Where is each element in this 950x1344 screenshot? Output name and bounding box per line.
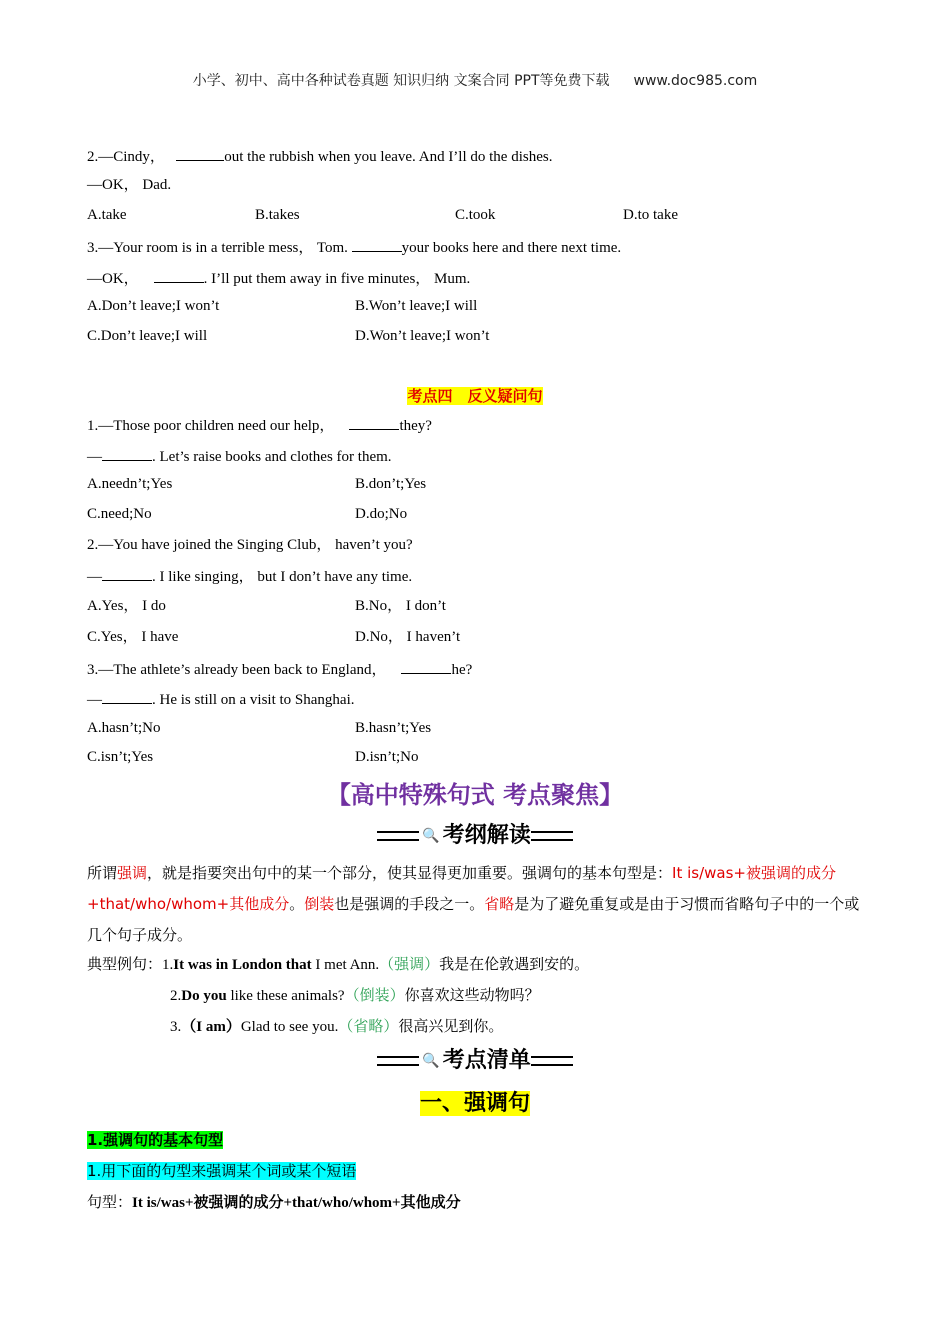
tag-question-2-reply: — . I like singing， but I don’t have any time. [87,566,412,586]
answer-blank [154,268,204,283]
option-d: D.to take [623,207,678,223]
divider-line [377,1056,419,1066]
option-c: C.Don’t leave;I will [87,328,208,344]
header-text: 小学、初中、高中各种试卷真题 知识归纳 文案合同 PPT等免费下载 [192,73,610,89]
option-a: A.needn’t;Yes [87,476,173,492]
option-c: C.Yes， I have [87,629,179,645]
option-d: D.No， I haven’t [355,629,461,645]
question-3-reply: —OK， . I’ll put them away in five minutes， Mum. [87,268,470,288]
option-a: A.hasn’t;No [87,720,161,736]
outline-heading: 🔍 考纲解读 [0,818,950,849]
topic-title: 【高中特殊句式 考点聚焦】 [326,781,624,809]
divider-line [531,831,573,841]
divider-line [377,831,419,841]
option-d: D.Won’t leave;I won’t [355,328,490,344]
option-b: B.takes [255,207,300,223]
option-c: C.isn’t;Yes [87,749,154,765]
example-3: 3.（I am）Glad to see you.（省略）很高兴见到你。 [170,1017,504,1035]
answer-blank [102,689,152,704]
tag-question-2: 2.—You have joined the Singing Club， haven’t you? [87,537,413,553]
magnifier-icon: 🔍 [422,1053,440,1069]
section-title: 一、强调句 [419,1091,530,1116]
answer-blank [102,446,152,461]
option-c: C.took [455,207,496,223]
tag-question-3-reply: — . He is still on a visit to Shanghai. [87,689,355,709]
option-a: A.Don’t leave;I won’t [87,298,220,314]
outline-paragraph: 所谓强调，就是指要突出句中的某一个部分，使其显得更加重要。强调句的基本句型是：It is/was+被强调的成分+that/who/whom+其他成分。倒装也是强调的手段之一。省略是为了避免重复或是由于习惯而省略句子中的一个或几个句子成分。 [87,864,860,944]
answer-blank [176,146,224,161]
example-1: 典型例句：1.It was in London that I met Ann.（强调）我是在伦敦遇到安的。 [87,955,590,973]
tag-question-1-reply: — . Let’s raise books and clothes for them. [87,446,392,466]
subheading-1: 1.强调句的基本句型 [87,1131,224,1149]
header-url[interactable]: www.doc985.com [633,73,758,89]
pattern-line: 句型：It is/was+被强调的成分+that/who/whom+其他成分 [87,1193,461,1211]
question-2-reply: —OK， Dad. [87,177,172,193]
option-b: B.Won’t leave;I will [355,298,478,314]
option-c: C.need;No [87,506,152,522]
option-b: B.No， I don’t [355,598,446,614]
section-4-title: 考点四 反义疑问句 [407,387,543,405]
question-3: 3.—Your room is in a terrible mess， Tom. your books here and there next time. [87,237,621,257]
answer-blank [352,237,402,252]
answer-blank [401,659,451,674]
option-d: D.do;No [355,506,408,522]
checklist-heading: 🔍 考点清单 [0,1043,950,1074]
divider-line [531,1056,573,1066]
tag-question-3: 3.—The athlete’s already been back to England， he? [87,659,472,679]
subheading-2: 1.用下面的句型来强调某个词或某个短语 [87,1162,357,1180]
answer-blank [102,566,152,581]
option-a: A.Yes， I do [87,598,166,614]
example-2: 2.Do you like these animals?（倒装）你喜欢这些动物吗？ [170,986,540,1004]
option-b: B.hasn’t;Yes [355,720,432,736]
option-a: A.take [87,207,127,223]
option-d: D.isn’t;No [355,749,419,765]
magnifier-icon: 🔍 [422,828,440,844]
option-b: B.don’t;Yes [355,476,427,492]
tag-question-1: 1.—Those poor children need our help， they? [87,415,432,435]
question-2: 2.—Cindy， out the rubbish when you leave. And I’ll do the dishes. [87,146,552,166]
page-header [0,70,950,90]
answer-blank [349,415,399,430]
